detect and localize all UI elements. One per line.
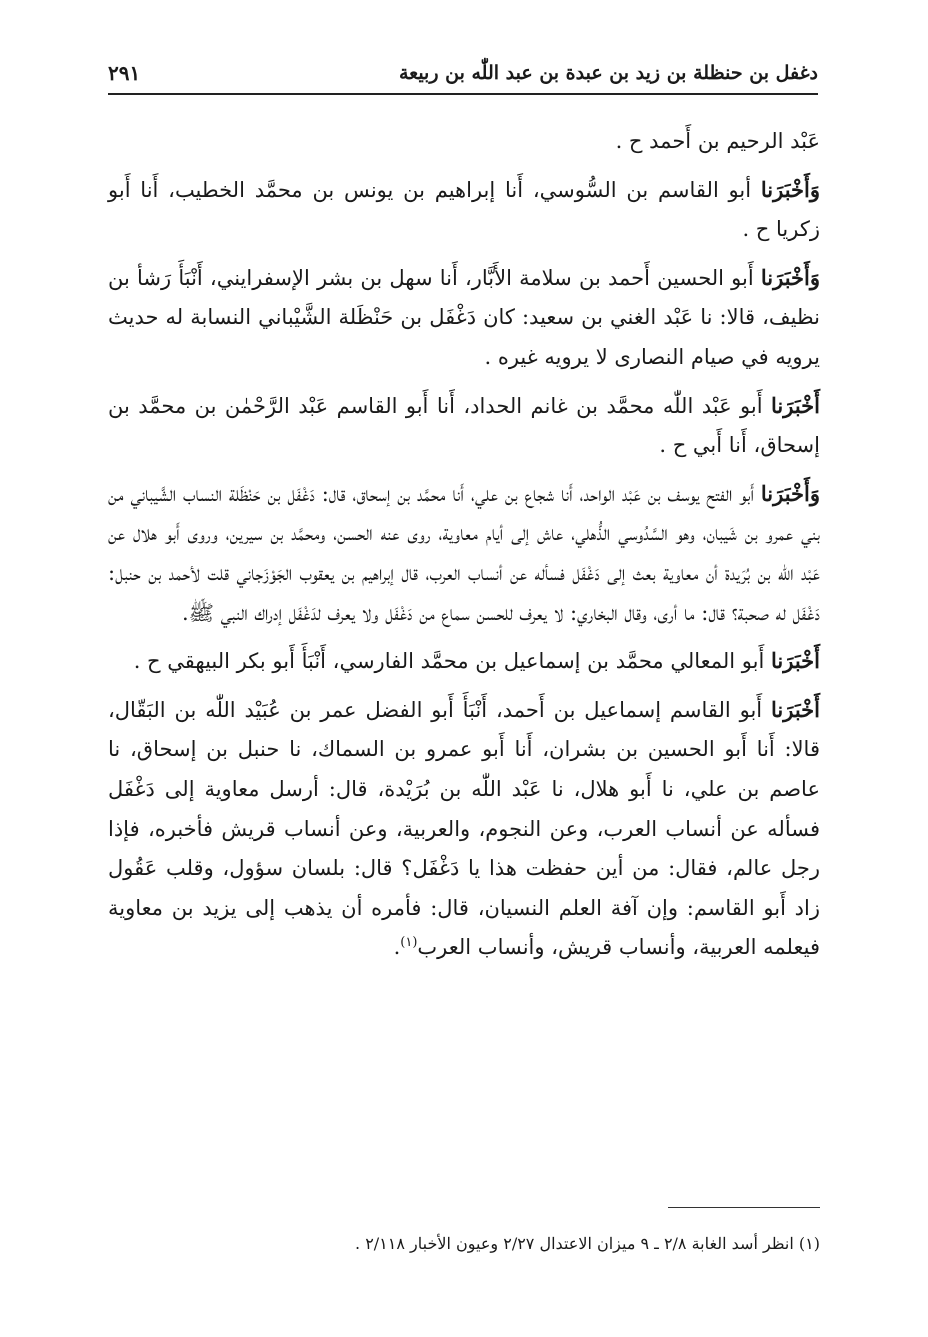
- paragraph-2: [108, 170, 820, 250]
- running-title: دغفل بن حنظلة بن زيد بن عبدة بن عبد اللّٰه بن ربيعة: [398, 62, 818, 84]
- paragraph-lead: وَأَخْبَرَنا: [760, 264, 820, 290]
- paragraph-text: عَبْد الرحيم بن أَحمد ح .: [615, 129, 820, 153]
- paragraph-lead: أَخْبَرَنا: [771, 696, 820, 722]
- paragraph-text: أبو القاسم بن السُّوسي، أَنا إبراهيم بن يونس بن محمَّد الخطيب، أَنا أَبو زكريا ح .: [108, 177, 820, 242]
- footnote-reference[interactable]: (١): [400, 935, 418, 951]
- paragraph-lead: أَخْبَرَنا: [771, 392, 820, 418]
- footnote-rule: [668, 1207, 820, 1208]
- paragraph-tail: .: [393, 935, 401, 960]
- paragraph-3: [108, 258, 820, 378]
- paragraph-text: أَبو الفتح يوسف بن عَبْد الواحد، أَنا شجاع بن علي، أَنا محمَّد بن إسحاق، قال: دَغْفَل بن حَنْظَلة النساب الشَّيباني من بني عمرو بن شَيبان، وهو السَّدُوسي الذُّهلي، عاش إلى أيام معاوية، روى عنه الحسن، ومحمَّد بن سيرين، وروى أَبو هلال عن عَبْد اللّٰه بن بُرَيدة أن معاوية بعث إلى دَغْفَل فسأله عن أنساب العرب، قال إبراهيم بن يعقوب الجَوْزَجاني قلت لأحمد بن حنبل: دَغْفَل له صحبة؟ قال: ما أرى، وقال البخاري: لا يعرف للحسن سماع من دَغْفَل ولا يعرف لدَغْفَل إدراك النبي ﷺ.: [108, 481, 820, 625]
- paragraph-text: أَبو الحسين أَحمد بن سلامة الأَبَّار، أَنا سهل بن بشر الإسفرايني، أَنْبَأَ رَشأ بن نظيف، قالا: نا عَبْد الغني بن سعيد: كان دَغْفَل بن حَنْظَلة الشَّيْباني النسابة له حديث يرويه في صيام النصارى لا يرويه غيره .: [108, 265, 820, 369]
- page-header: [108, 58, 818, 88]
- paragraph-text: أَبو القاسم إسماعيل بن أَحمد، أَنْبَأَ أَبو الفضل عمر بن عُبَيْد اللّٰه بن البَقّال، قالا: أَنا أَبو الحسين بن بشران، أَنا أَبو عمرو بن السماك، نا حنبل بن إسحاق، نا عاصم بن علي، نا أَبو هلال، نا عَبْد اللّٰه بن بُرَيْدة، قال: أرسل معاوية إلى دَغْفَل فسأله عن أنساب العرب، وعن النجوم، والعربية، وعن أنساب قريش فأخبره، فإذا رجل عالم، فقال: من أين حفظت هذا يا دَغْفَل؟ قال: بلسان سؤول، وقلب عَقُول زاد أَبو القاسم: وإن آفة العلم النسيان، قال: فأمره أن يذهب إلى يزيد بن معاوية فيعلمه العربية، وأنساب قريش، وأنساب العرب: [108, 697, 820, 960]
- paragraph-1: [108, 122, 820, 162]
- header-rule: [108, 93, 818, 95]
- paragraph-7: [108, 690, 820, 968]
- footnote: (١) انظر أسد الغابة ٢/٨ ـ ٩ ميزان الاعتدال ٢/٢٧ وعيون الأخبار ٢/١١٨ .: [355, 1234, 820, 1253]
- body-text: [108, 122, 820, 976]
- paragraph-5: [108, 474, 820, 633]
- page-number: ٢٩١: [108, 61, 141, 85]
- paragraph-lead: وَأَخْبَرَنا: [760, 480, 820, 506]
- paragraph-lead: وَأَخْبَرَنا: [760, 176, 820, 202]
- paragraph-6: [108, 641, 820, 682]
- paragraph-4: [108, 386, 820, 466]
- paragraph-text: أَبو عَبْد اللّٰه محمَّد بن غانم الحداد، أَنا أَبو القاسم عَبْد الرَّحْمٰن بن محمَّد بن إسحاق، أَنا أَبي ح .: [108, 393, 820, 458]
- paragraph-text: أَبو المعالي محمَّد بن إسماعيل بن محمَّد الفارسي، أَنْبَأَ أَبو بكر البيهقي ح .: [133, 649, 772, 674]
- paragraph-lead: أَخْبَرَنا: [771, 648, 820, 674]
